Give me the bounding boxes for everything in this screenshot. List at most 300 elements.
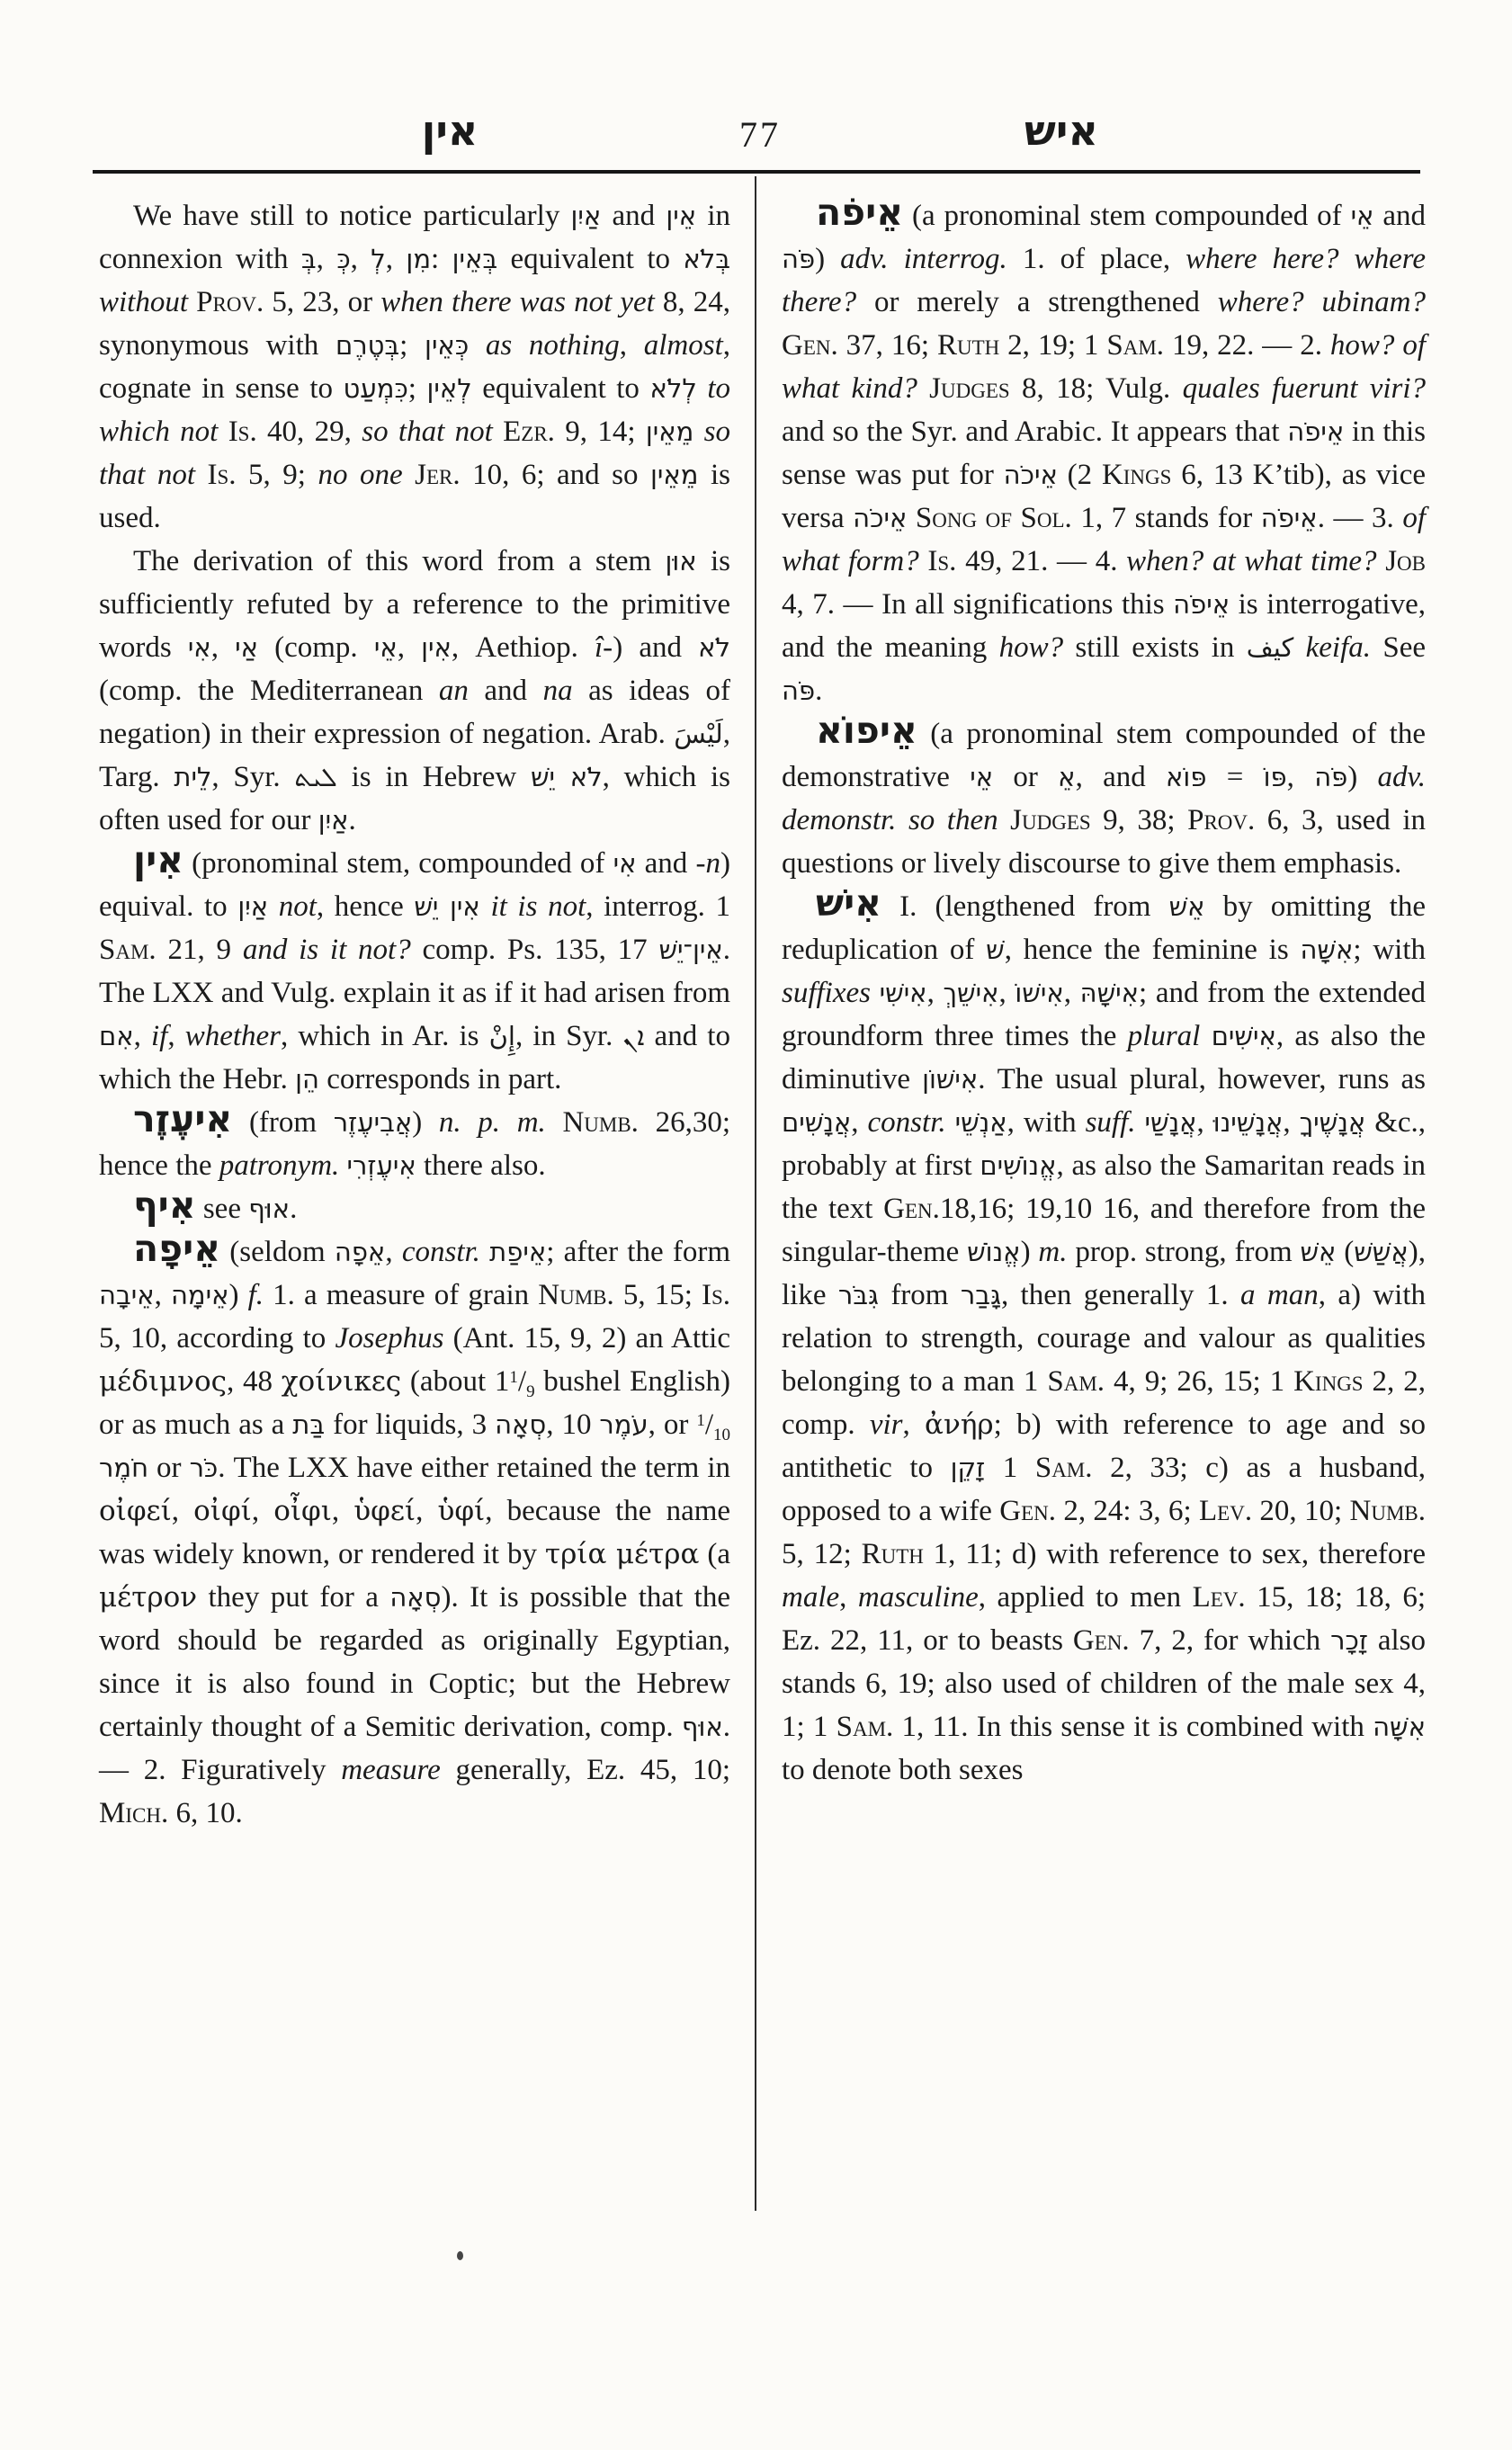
hebrew-text: אִשָּׁה — [1373, 1712, 1426, 1742]
greek-text: ἀνήρ — [925, 1408, 994, 1441]
hebrew-text: אֱנוֹשִׁים — [980, 1150, 1057, 1181]
body-text: , Syr. — [211, 761, 295, 793]
book-reference: Sam. — [1034, 1452, 1093, 1484]
hebrew-text: אִישִׁי — [879, 978, 927, 1008]
body-text: na — [542, 675, 573, 707]
body-text: where? ubinam? — [1217, 286, 1426, 318]
body-text: ( — [1336, 1236, 1355, 1268]
hebrew-text: אֵי — [970, 762, 994, 792]
body-text — [195, 459, 208, 491]
hebrew-text: גִּבֹּר — [837, 1280, 879, 1310]
body-text: 37, 16; — [837, 329, 937, 362]
body-text: (a pronominal stem compounded of — [903, 200, 1351, 232]
body-text: , — [1063, 977, 1080, 1009]
body-text: as nothing — [469, 329, 620, 362]
body-text: We have still to notice particularly — [133, 200, 571, 232]
book-reference: Ezr. — [503, 416, 555, 448]
body-text: ) — [228, 1279, 248, 1311]
body-text: , — [397, 631, 422, 664]
header-rule — [93, 170, 1420, 174]
hebrew-text: אֵיבָה — [99, 1280, 155, 1310]
body-text: (comp. the Mediterranean — [99, 675, 439, 707]
hebrew-text: כְּאֵין — [425, 330, 470, 361]
hebrew-text: זָקֵן — [950, 1453, 986, 1483]
body-text: suffixes — [782, 977, 871, 1009]
book-reference: Judges — [1010, 804, 1091, 836]
body-text: I. (lengthened from — [881, 890, 1169, 923]
book-reference: Sam. — [836, 1711, 894, 1743]
hebrew-text: כִּמְעַט — [343, 373, 408, 404]
hebrew-text: אֲנָשֵׁינוּ — [1212, 1107, 1284, 1138]
book-reference: Jer. — [415, 459, 461, 491]
body-text: , — [167, 1020, 185, 1052]
body-text: / — [517, 1365, 527, 1398]
body-text: (a pronominal stem compounded of the demonstrative — [782, 718, 1426, 793]
right-column — [782, 191, 1427, 1835]
hebrew-text: אֵיפֹה — [1287, 416, 1345, 447]
hebrew-text: פֹּה — [1314, 762, 1348, 792]
body-text: they put for a — [197, 1581, 390, 1614]
body-text: generally, Ez. 45, 10; — [440, 1754, 730, 1786]
book-reference: Is. — [927, 545, 957, 577]
body-text: , 10 — [546, 1408, 600, 1441]
body-text: ) and — [613, 631, 699, 664]
body-text: 4, 9; 26, 15; 1 — [1105, 1365, 1294, 1398]
body-text: , interrog. 1 — [586, 890, 730, 923]
body-text: -n — [695, 847, 720, 880]
body-text: ; b) with reference to age and so antithetic to — [782, 1408, 1427, 1484]
body-text: so that not — [362, 416, 493, 448]
body-text — [339, 1149, 346, 1182]
body-text: an — [438, 675, 469, 707]
body-text — [896, 804, 908, 836]
body-text: ) — [412, 1106, 439, 1139]
body-text: 19, 22. — 2. — [1164, 329, 1330, 362]
book-reference: Ruth — [936, 329, 1000, 362]
body-text: when? at what time? — [1126, 545, 1377, 577]
hebrew-text: פּוֹ — [1263, 762, 1287, 792]
syriac-text: ܐܢ — [622, 1021, 645, 1051]
hebrew-text: אִישֵׁךְ — [943, 978, 999, 1008]
body-text: comp. Ps. 135, 17 — [410, 934, 659, 966]
body-text: î- — [595, 631, 613, 664]
body-text — [907, 502, 916, 534]
body-text: ; and from the extended groundform three times the — [782, 977, 1427, 1052]
body-text: 8, 18; Vulg. — [1009, 372, 1183, 405]
body-text — [1200, 1020, 1211, 1052]
body-text: . — [348, 804, 356, 836]
body-text: m. — [1038, 1236, 1068, 1268]
book-reference: Gen. — [1072, 1624, 1130, 1657]
body-text: . — [815, 675, 823, 707]
body-text: = — [1206, 761, 1264, 793]
hebrew-text: חֹמֶר — [99, 1453, 149, 1483]
body-text: , — [416, 1495, 438, 1527]
body-text: of what form? — [782, 502, 1426, 577]
hebrew-headword: אֵיפֹה — [816, 191, 904, 234]
body-text — [480, 1236, 489, 1268]
book-reference: Numb. — [562, 1106, 639, 1139]
body-text: or — [148, 1452, 190, 1484]
body-text: , because the name was widely known, or rendered it by — [99, 1495, 731, 1570]
body-text — [998, 804, 1011, 836]
body-text: 15, 18; 18, 6; Ez. 22, 11, or to beasts — [782, 1581, 1426, 1657]
body-text: masculine — [857, 1581, 979, 1614]
body-text: 1, 7 stands for — [1071, 502, 1261, 534]
hebrew-text: אַי — [235, 632, 258, 663]
body-text: , a) with relation to strength, courage and valour as qualities belonging to a man 1 — [782, 1279, 1426, 1398]
hebrew-text: אַיִן — [318, 805, 349, 836]
body-text: , — [385, 243, 407, 275]
body-text: , — [210, 631, 236, 664]
body-text — [188, 286, 196, 318]
greek-text: οἶφι — [273, 1495, 332, 1527]
body-text: 6, 10. — [168, 1797, 243, 1829]
arabic-text: لَيْسَ — [674, 719, 723, 749]
body-text: , hence the feminine is — [1004, 934, 1301, 966]
body-text: measure — [341, 1754, 441, 1786]
body-text: 1 — [985, 1452, 1035, 1484]
body-text: (a — [699, 1538, 730, 1570]
body-text: 5, 10, according to — [99, 1322, 336, 1355]
hebrew-text: אֵין־יֵשׁ — [658, 934, 723, 965]
body-text — [403, 459, 416, 491]
body-text: 5, 12; — [782, 1538, 862, 1570]
body-text: how? of what kind? — [782, 329, 1427, 405]
hebrew-text: לְאֵין — [426, 373, 472, 404]
book-reference: Kings — [1293, 1365, 1364, 1398]
body-text: corresponds in part. — [318, 1063, 562, 1095]
hebrew-text: סְאָה — [389, 1582, 442, 1613]
body-text: ), like — [782, 1236, 1426, 1311]
body-text: and — [1373, 200, 1426, 232]
greek-text: μέτρον — [99, 1581, 198, 1614]
hebrew-text: עֹמֶר — [599, 1409, 649, 1440]
hebrew-text: אַיִן — [570, 201, 602, 231]
greek-text: μέδιμνος — [99, 1365, 228, 1398]
hebrew-text: בְּ — [300, 244, 317, 274]
body-text: when there was not yet — [380, 286, 655, 318]
body-text: , with — [1007, 1106, 1086, 1139]
body-text: , hence — [316, 890, 415, 923]
body-text: from — [878, 1279, 961, 1311]
hebrew-text: אֵ — [1058, 762, 1076, 792]
hebrew-text: לֹא — [698, 632, 730, 663]
hebrew-text: בַּת — [292, 1409, 326, 1440]
body-text: , — [1196, 1106, 1213, 1139]
body-text: Josephus — [335, 1322, 444, 1355]
body-text: and — [636, 847, 696, 880]
body-text: ; — [407, 372, 427, 405]
hebrew-text: אֵשׁ — [1168, 891, 1205, 922]
body-text: , which is often used for our — [99, 761, 730, 836]
hebrew-text: מֵאֵין — [650, 460, 699, 490]
greek-text: τρία μέτρα — [544, 1538, 700, 1570]
body-text: . — [290, 1193, 298, 1225]
body-text: vir — [869, 1408, 903, 1441]
hebrew-text: אֲנָשַׁי — [1144, 1107, 1197, 1138]
body-text: or — [993, 761, 1059, 793]
greek-text: οἰφί — [193, 1495, 252, 1527]
body-text: quales fuerunt viri? — [1182, 372, 1427, 405]
body-text: there also. — [416, 1149, 546, 1182]
body-text: , in Syr. — [514, 1020, 623, 1052]
book-reference: Gen. — [782, 329, 838, 362]
hebrew-text: אִיעֶזְרִי — [346, 1150, 416, 1181]
body-text: ; with — [1353, 934, 1427, 966]
left-column — [99, 194, 730, 1835]
body-text: , — [851, 1106, 868, 1139]
hebrew-text: אֵיכֹה — [853, 503, 908, 533]
entry-paragraph — [99, 1184, 730, 1230]
body-text: not — [268, 890, 317, 923]
body-text: so then — [908, 804, 998, 836]
body-text: (about 1 — [401, 1365, 510, 1398]
entry-paragraph — [782, 191, 1427, 712]
body-text: , Targ. — [99, 718, 730, 793]
hebrew-headword: אִין — [133, 838, 183, 881]
body-text — [871, 977, 880, 1009]
hebrew-headword: אִישׁ — [816, 881, 882, 925]
book-reference: Prov. — [196, 286, 264, 318]
body-text: so that not — [99, 416, 731, 491]
arabic-text: كيف — [1246, 632, 1294, 663]
body-text: 10 — [713, 1426, 730, 1444]
body-text: 6, 13 K’tib), as vice versa — [782, 459, 1426, 534]
body-text: in connexion with — [99, 200, 731, 275]
body-text: in this sense was put for — [782, 416, 1426, 491]
book-reference: Is. — [701, 1279, 730, 1311]
body-text: , — [133, 1020, 151, 1052]
hebrew-text: אֱנוֹשׁ — [967, 1237, 1021, 1267]
hebrew-text: אַנְשֵׁי — [954, 1107, 1007, 1138]
hebrew-text: אִישׁוֹן — [922, 1064, 979, 1095]
hebrew-text: אִישׁוֹ — [1015, 978, 1064, 1008]
body-text: 4, 7. — In all significations this — [782, 588, 1174, 621]
body-text: , — [1286, 761, 1315, 793]
body-text: ) — [815, 243, 841, 275]
body-text: (comp. — [257, 631, 374, 664]
hebrew-headword: אִיף — [133, 1184, 196, 1227]
body-text: , applied to men — [978, 1581, 1193, 1614]
body-text: 5, 15; — [613, 1279, 702, 1311]
body-text: , or — [648, 1408, 697, 1441]
body-text: is sufficiently refuted by a reference to the primitive words — [99, 545, 731, 664]
hebrew-text: אִין יֵשׁ — [414, 891, 480, 922]
body-text: and — [601, 200, 667, 232]
body-text — [546, 1106, 563, 1139]
syriac-text: ܠܝܬ — [294, 762, 337, 792]
body-text: (from — [232, 1106, 334, 1139]
body-text: , — [251, 1495, 274, 1527]
body-text: . The LXX and Vulg. explain it as if it had arisen from — [99, 934, 730, 1009]
body-text: 1 — [696, 1411, 705, 1430]
page-number: 77 — [739, 114, 781, 155]
book-reference: Sam. — [1106, 329, 1165, 362]
body-text: 49, 21. — 4. — [956, 545, 1127, 577]
hebrew-text: בְּטֶרֶם — [335, 330, 400, 361]
book-reference: Prov. — [1187, 804, 1256, 836]
body-text: See — [1371, 631, 1427, 664]
body-text: 2, 24: 3, 6; — [1056, 1495, 1200, 1527]
body-text — [1136, 1106, 1145, 1139]
hebrew-headword: אֵיפוֹא — [816, 709, 917, 752]
body-text: 10, 6; and so — [460, 459, 651, 491]
body-text: , — [1283, 1106, 1300, 1139]
body-text: 9, 14; — [554, 416, 646, 448]
body-text: f. — [247, 1279, 264, 1311]
body-text: 1, 11; d) with reference to sex, therefore — [923, 1538, 1426, 1570]
body-text: a man — [1240, 1279, 1319, 1311]
body-text: keifa. — [1305, 631, 1372, 664]
body-text: , — [316, 243, 337, 275]
hebrew-text: מִן — [406, 244, 432, 274]
body-text: see — [195, 1193, 249, 1225]
body-text: 1. a measure of grain — [263, 1279, 539, 1311]
body-text — [946, 1106, 955, 1139]
body-text: , — [619, 329, 644, 362]
body-text — [218, 416, 228, 448]
hebrew-text: אֵיכֹה — [1003, 460, 1058, 490]
hebrew-text: לֵית — [174, 762, 212, 792]
body-text: also stands 6, 19; also used of children of the male sex 4, 1; 1 — [782, 1624, 1426, 1743]
body-text: 8, 24, synonymous with — [99, 286, 731, 362]
hebrew-text: אַיִן — [237, 891, 269, 922]
body-text: &c., probably at first — [782, 1106, 1427, 1182]
hebrew-text: אִישִׁים — [1211, 1021, 1276, 1051]
hebrew-headword: אֵיפָה — [133, 1227, 221, 1270]
greek-text: χοίνικες — [281, 1365, 402, 1398]
hebrew-text: לְ — [371, 244, 386, 274]
body-text: , and — [1075, 761, 1167, 793]
body-text: , cognate in sense to — [99, 329, 731, 405]
hebrew-text: גָּבַר — [960, 1280, 1001, 1310]
body-text: constr. — [867, 1106, 946, 1139]
book-reference: Lev. — [1199, 1495, 1253, 1527]
hebrew-text: הֵן — [295, 1064, 319, 1095]
hebrew-text: אִי — [613, 848, 637, 879]
book-reference: Is. — [228, 416, 257, 448]
hebrew-text: אֵיפֹה — [1260, 503, 1318, 533]
hebrew-text: סְאָה — [495, 1409, 547, 1440]
body-text: , then generally 1. — [1000, 1279, 1240, 1311]
body-text: 40, 29, — [256, 416, 362, 448]
body-text — [493, 416, 503, 448]
body-text: if — [151, 1020, 168, 1052]
entry-paragraph — [782, 709, 1426, 885]
body-text: 5, 9; — [236, 459, 318, 491]
hebrew-text: אֲנָשֶׁיךָ — [1299, 1107, 1366, 1138]
body-text: equivalent to — [471, 372, 650, 405]
body-text: (2 — [1057, 459, 1102, 491]
body-text: 18,16; 19,10 16, and therefore from the singular-theme — [782, 1193, 1426, 1268]
body-text: still exists in — [1063, 631, 1247, 664]
body-text: or merely a strengthened — [856, 286, 1218, 318]
book-reference: Gen. — [883, 1193, 940, 1225]
body-text — [1377, 545, 1386, 577]
body-text: adv. interrog. — [840, 243, 1007, 275]
hebrew-text: פֹּה — [782, 675, 816, 706]
body-text: and is it not? — [242, 934, 411, 966]
hebrew-text: אֵימָה — [170, 1280, 229, 1310]
body-text: 2, 33; c) as a husband, opposed to a wife — [782, 1452, 1426, 1527]
body-text — [919, 545, 928, 577]
body-text: male — [782, 1581, 840, 1614]
body-text: it is not — [479, 890, 586, 923]
body-text: bushel English) or as much as a — [99, 1365, 731, 1441]
body-text: suff. — [1085, 1106, 1136, 1139]
hebrew-text: אֵי — [373, 632, 398, 663]
body-text: and so the Syr. and Arabic. It appears that — [782, 416, 1288, 448]
body-text: ; — [399, 329, 425, 362]
body-text: plural — [1127, 1020, 1201, 1052]
body-text: whether — [184, 1020, 282, 1052]
book-reference: Ruth — [861, 1538, 924, 1570]
body-text: , which in Ar. is — [281, 1020, 489, 1052]
body-text: and to which the Hebr. — [99, 1020, 730, 1095]
body-text: 9 — [526, 1382, 535, 1401]
book-reference: Is. — [207, 459, 237, 491]
body-text: , as also the diminutive — [782, 1020, 1427, 1095]
body-text: . The LXX have either retained the term in — [218, 1452, 730, 1484]
hebrew-text: כֹּר — [189, 1453, 219, 1483]
body-text: . The usual plural, however, runs as — [978, 1063, 1426, 1095]
hebrew-text: אִי — [187, 632, 211, 663]
body-text: The derivation of this word from a stem — [133, 545, 666, 577]
body-text: without — [99, 286, 189, 318]
body-text — [917, 372, 929, 405]
body-text: , — [385, 1236, 402, 1268]
body-text: , Aethiop. — [451, 631, 595, 664]
body-text: , — [171, 1495, 194, 1527]
body-text: , — [154, 1279, 171, 1311]
body-text: where here? where there? — [782, 243, 1426, 318]
entry-paragraph — [782, 881, 1427, 1792]
book-reference: Song of Sol. — [915, 502, 1072, 534]
hebrew-text: זָכָר — [1330, 1625, 1368, 1656]
running-head-left-keyword: אין — [421, 106, 479, 155]
body-text: : — [431, 243, 452, 275]
body-text: (Ant. 15, 9, 2) an Attic — [443, 1322, 730, 1355]
greek-text: ὑφεί — [353, 1495, 416, 1527]
hebrew-text: אֵשׁ — [1300, 1237, 1337, 1267]
body-text: as ideas of negation) in their expression of negation. Arab. — [99, 675, 730, 750]
body-text: is used. — [99, 459, 730, 534]
body-text: , — [350, 243, 371, 275]
body-text: , — [902, 1408, 926, 1441]
body-text: 9, 38; — [1090, 804, 1188, 836]
body-text: equivalent to — [497, 243, 684, 275]
hebrew-text: אֵיפַת — [489, 1237, 547, 1267]
hebrew-text: כְּ — [336, 244, 351, 274]
book-reference: Sam. — [1047, 1365, 1105, 1398]
body-text: to which not — [99, 372, 731, 448]
body-text: by omitting the reduplication of — [782, 890, 1426, 966]
hebrew-text: אֲבִיעֶזֶר — [333, 1107, 413, 1138]
body-text: patronym. — [219, 1149, 340, 1182]
body-text: is interrogative, and the meaning — [782, 588, 1426, 664]
hebrew-text: אִם — [99, 1021, 134, 1051]
body-text: 1. of place, — [1007, 243, 1186, 275]
book-reference: Job — [1385, 545, 1426, 577]
body-text: ) — [1020, 1236, 1039, 1268]
hebrew-text: בְּאֵין — [452, 244, 498, 274]
entry-paragraph — [99, 540, 730, 842]
body-text: for liquids, 3 — [325, 1408, 496, 1441]
hebrew-text: אֵפָה — [334, 1237, 386, 1267]
entry-paragraph — [99, 1097, 730, 1187]
entry-paragraph — [99, 194, 730, 540]
